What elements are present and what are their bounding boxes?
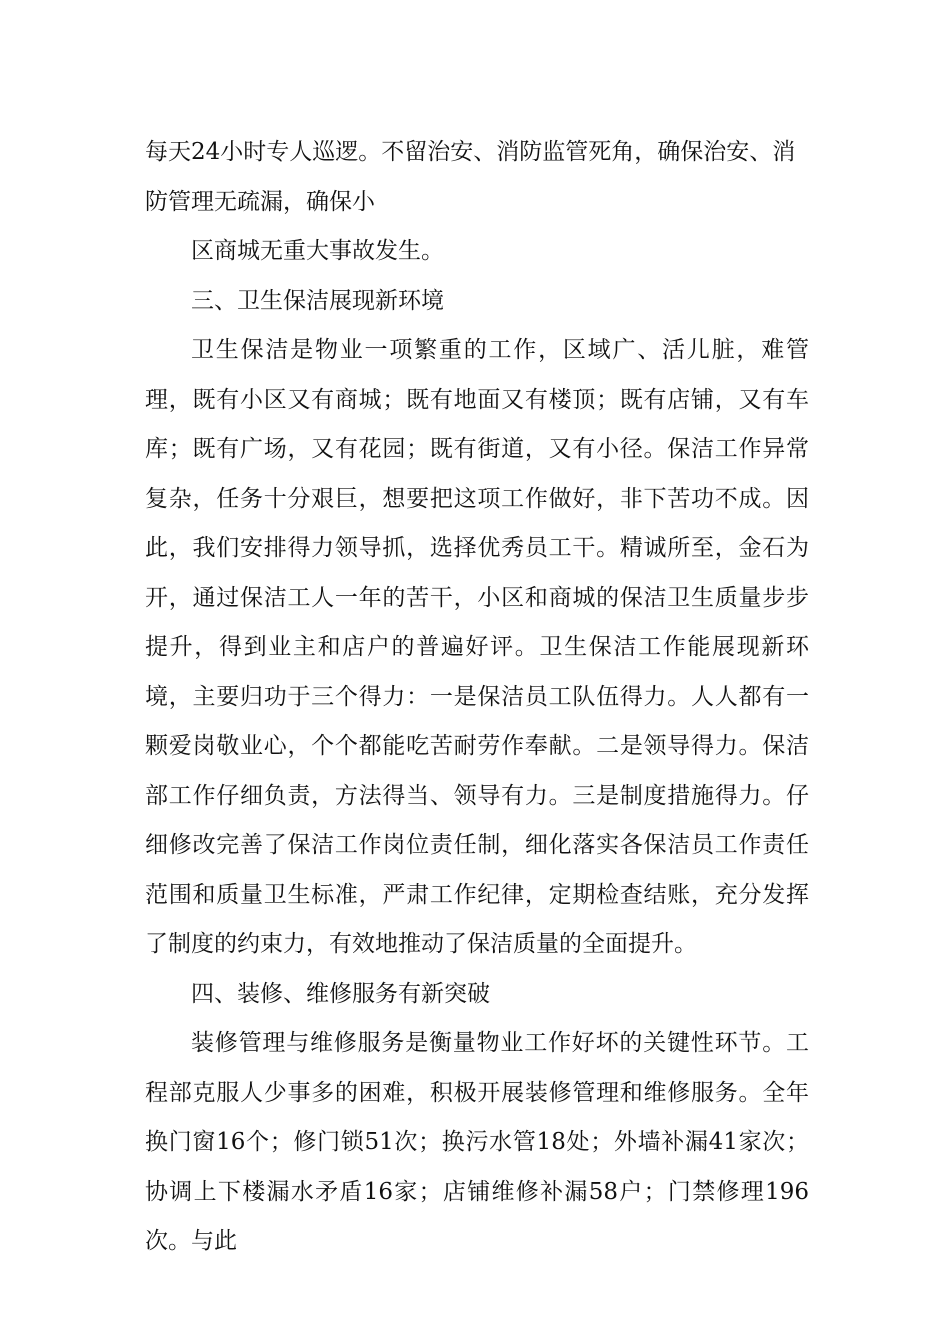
paragraph-sanitation: 卫生保洁是物业一项繁重的工作，区域广、活儿脏，难管理，既有小区又有商城；既有地面又有楼顶；既有店铺，又有车库；既有广场，又有花园；既有街道，又有小径。保洁工作异常复杂，任务十分艰巨，想要把这项工作做好，非下苦功不成。因此，我们安排得力领导抓，选择优秀员工干。精诚所至，金石为开，通过保洁工人一年的苦干，小区和商城的保洁卫生质量步步提升，得到业主和店户的普遍好评。卫生保洁工作能展现新环境，主要归功于三个得力：一是保洁员工队伍得力。人人都有一颗爱岗敬业心，个个都能吃苦耐劳作奉献。二是领导得力。保洁部工作仔细负责，方法得当、领导有力。三是制度措施得力。仔细修改完善了保洁工作岗位责任制，细化落实各保洁员工作责任范围和质量卫生标准，严肃工作纪律，定期检查结账，充分发挥了制度的约束力，有效地推动了保洁质量的全面提升。 (145, 337, 809, 957)
paragraph-continuation-end: 区商城无重大事故发生。 (191, 238, 444, 264)
section-heading-sanitation: 三、卫生保洁展现新环境 (191, 287, 444, 314)
document-page (145, 128, 809, 1267)
paragraph-continuation: 每天24小时专人巡逻。不留治安、消防监管死角，确保治安、消防管理无疏漏，确保小 (145, 139, 796, 215)
paragraph-renovation: 装修管理与维修服务是衡量物业工作好坏的关键性环节。工程部克服人少事多的困难，积极开展装修管理和维修服务。全年换门窗16个；修门锁51次；换污水管18处；外墙补漏41家次；协调上下楼漏水矛盾16家；店铺维修补漏58户；门禁修理196次。与此 (145, 1030, 809, 1254)
section-heading-renovation: 四、装修、维修服务有新突破 (191, 980, 490, 1007)
